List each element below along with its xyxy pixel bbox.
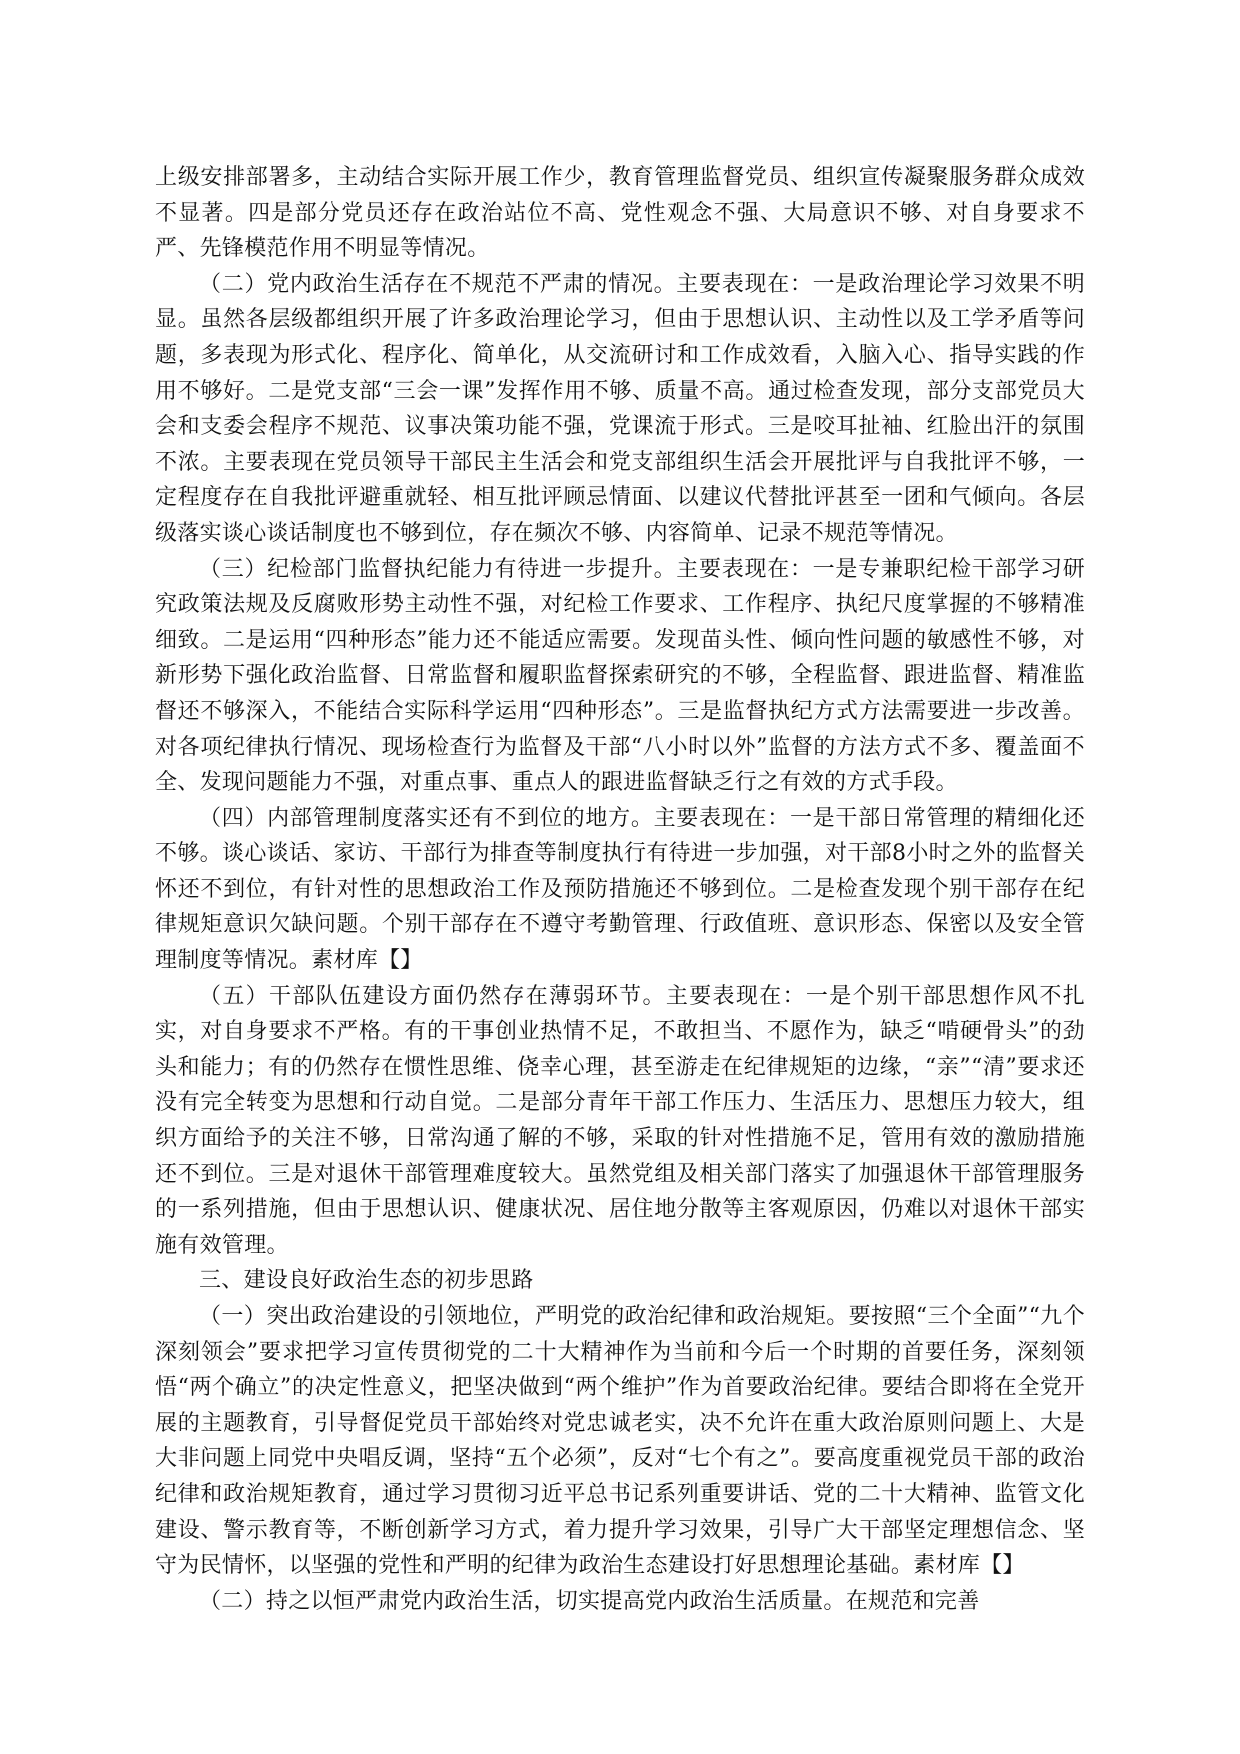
paragraph-section-4: （四）内部管理制度落实还有不到位的地方。主要表现在：一是干部日常管理的精细化还不够。谈心谈话、家访、干部行为排查等制度执行有待进一步加强，对干部8小时之外的监督关怀还不到位，有针对性的思想政治工作及预防措施还不够到位。二是检查发现个别干部存在纪律规矩意识欠缺问题。个别干部存在不遵守考勤管理、行政值班、意识形态、保密以及安全管理制度等情况。素材库【】 xyxy=(155,805,1085,974)
paragraph-section-3: （三）纪检部门监督执纪能力有待进一步提升。主要表现在：一是专兼职纪检干部学习研究政策法规及反腐败形势主动性不强，对纪检工作要求、工作程序、执纪尺度掌握的不够精准细致。二是运用“四种形态”能力还不能适应需要。发现苗头性、倾向性问题的敏感性不够，对新形势下强化政治监督、日常监督和履职监督探索研究的不够，全程监督、跟进监督、精准监督还不够深入，不能结合实际科学运用“四种形态”。三是监督执纪方式方法需要进一步改善。对各项纪律执行情况、现场检查行为监督及干部“八小时以外”监督的方法方式不多、覆盖面不全、发现问题能力不强，对重点事、重点人的跟进监督缺乏行之有效的方式手段。 xyxy=(155,556,1085,796)
paragraph-idea-1: （一）突出政治建设的引领地位，严明党的政治纪律和政治规矩。要按照“三个全面”“九个深刻领会”要求把学习宣传贯彻党的二十大精神作为当前和今后一个时期的首要任务，深刻领悟“两个确立”的决定性意义，把坚决做到“两个维护”作为首要政治纪律。要结合即将在全党开展的主题教育，引导督促党员干部始终对党忠诚老实，决不允许在重大政治原则问题上、大是大非问题上同党中央唱反调，坚持“五个必须”，反对“七个有之”。要高度重视党员干部的政治纪律和政治规矩教育，通过学习贯彻习近平总书记系列重要讲话、党的二十大精神、监管文化建设、警示教育等，不断创新学习方式，着力提升学习效果，引导广大干部坚定理想信念、坚守为民情怀，以坚强的党性和严明的纪律为政治生态建设打好思想理论基础。素材库【】 xyxy=(155,1304,1085,1579)
heading-part-3: 三、建设良好政治生态的初步思路 xyxy=(199,1268,534,1294)
document-body xyxy=(155,160,1085,1619)
paragraph-section-2: （二）党内政治生活存在不规范不严肃的情况。主要表现在：一是政治理论学习效果不明显。虽然各层级都组织开展了许多政治理论学习，但由于思想认识、主动性以及工学矛盾等问题，多表现为形式化、程序化、简单化，从交流研讨和工作成效看，入脑入心、指导实践的作用不够好。二是党支部“三会一课”发挥作用不够、质量不高。通过检查发现，部分支部党员大会和支委会程序不规范、议事决策功能不强，党课流于形式。三是咬耳扯袖、红脸出汗的氛围不浓。主要表现在党员领导干部民主生活会和党支部组织生活会开展批评与自我批评不够，一定程度存在自我批评避重就轻、相互批评顾忌情面、以建议代替批评甚至一团和气倾向。各层级落实谈心谈话制度也不够到位，存在频次不够、内容简单、记录不规范等情况。 xyxy=(155,271,1085,546)
paragraph-section-5: （五）干部队伍建设方面仍然存在薄弱环节。主要表现在：一是个别干部思想作风不扎实，对自身要求不严格。有的干事创业热情不足，不敢担当、不愿作为，缺乏“啃硬骨头”的劲头和能力；有的仍然存在惯性思维、侥幸心理，甚至游走在纪律规矩的边缘，“亲”“清”要求还没有完全转变为思想和行动自觉。二是部分青年干部工作压力、生活压力、思想压力较大，组织方面给予的关注不够，日常沟通了解的不够，采取的针对性措施不足，管用有效的激励措施还不到位。三是对退休干部管理难度较大。虽然党组及相关部门落实了加强退休干部管理服务的一系列措施，但由于思想认识、健康状况、居住地分散等主客观原因，仍难以对退休干部实施有效管理。 xyxy=(155,983,1085,1258)
paragraph-idea-2: （二）持之以恒严肃党内政治生活，切实提高党内政治生活质量。在规范和完善 xyxy=(199,1588,980,1614)
paragraph-continuation: 上级安排部署多，主动结合实际开展工作少，教育管理监督党员、组织宣传凝聚服务群众成效不显著。四是部分党员还存在政治站位不高、党性观念不强、大局意识不够、对自身要求不严、先锋模范作用不明显等情况。 xyxy=(155,165,1085,262)
